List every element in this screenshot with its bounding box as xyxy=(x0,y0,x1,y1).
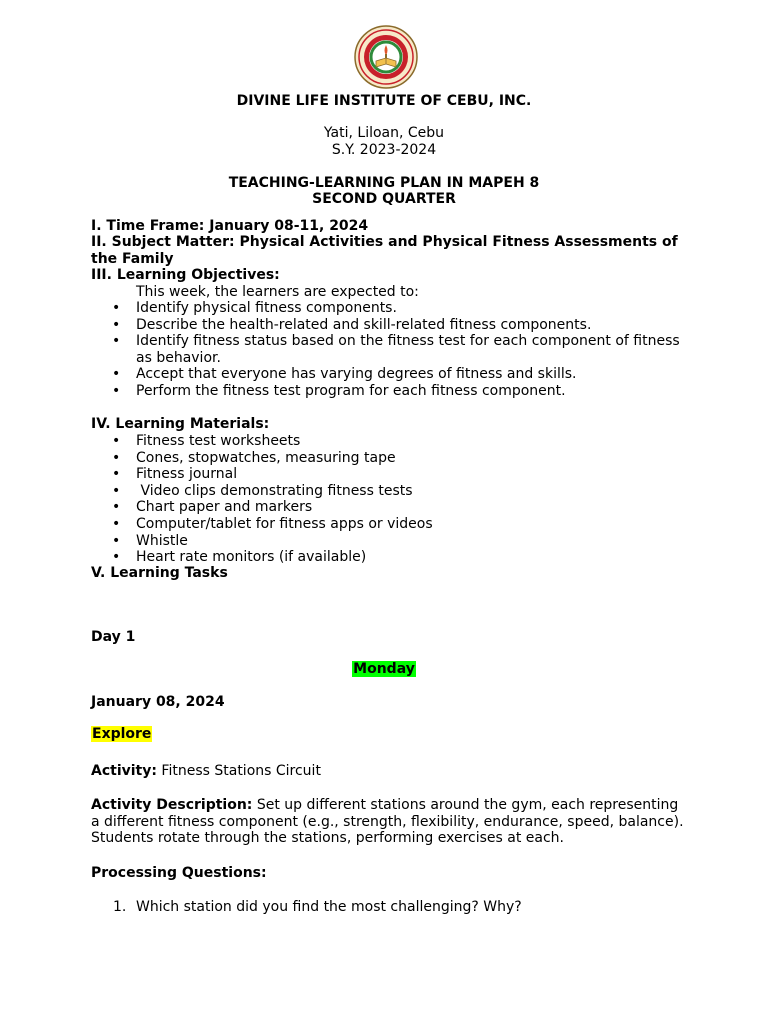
description-value: Set up different stations around the gym, each representing a different fitness component (e.g., strength, flexibility, endurance, speed, balance). Students rotate through the stations, performing exercises at each. xyxy=(91,797,684,846)
description-label: Activity Description: xyxy=(91,797,253,813)
time-frame: I. Time Frame: January 08-11, 2024 xyxy=(91,218,369,234)
school-year: S.Y. 2023-2024 xyxy=(331,142,437,158)
activity-line xyxy=(91,763,321,780)
list-item: • Fitness journal xyxy=(112,466,682,483)
list-item: • Computer/tablet for fitness apps or videos xyxy=(112,516,682,533)
school-name: DIVINE LIFE INSTITUTE OF CEBU, INC. xyxy=(236,93,532,109)
weekday-highlight: Monday xyxy=(353,661,415,677)
subject-matter-continued: the Family xyxy=(91,251,174,267)
objectives-heading: III. Learning Objectives: xyxy=(91,267,280,283)
list-item: • Cones, stopwatches, measuring tape xyxy=(112,450,682,467)
objectives-list xyxy=(112,300,682,400)
activity-description xyxy=(91,797,691,847)
weekday-label xyxy=(0,661,768,678)
school-seal-icon xyxy=(354,25,418,89)
list-item: • Accept that everyone has varying degrees of fitness and skills. xyxy=(112,366,682,383)
phase-label xyxy=(91,726,152,743)
materials-list xyxy=(112,433,682,566)
list-item xyxy=(113,899,522,916)
question-number: 1. xyxy=(113,899,127,915)
tasks-heading: V. Learning Tasks xyxy=(91,565,228,581)
activity-value: Fitness Stations Circuit xyxy=(161,763,321,779)
day-label: Day 1 xyxy=(91,629,136,645)
objectives-intro: This week, the learners are expected to: xyxy=(136,284,419,300)
school-address: Yati, Liloan, Cebu xyxy=(323,125,445,141)
question-text: Which station did you find the most challenging? Why? xyxy=(136,899,522,915)
subject-matter: II. Subject Matter: Physical Activities and Physical Fitness Assessments of xyxy=(91,234,678,250)
list-item: • Chart paper and markers xyxy=(112,499,682,516)
processing-heading: Processing Questions: xyxy=(91,865,267,881)
list-item: • Identify fitness status based on the fitness test for each component of fitness as behavior. xyxy=(112,333,682,366)
plan-title: TEACHING-LEARNING PLAN IN MAPEH 8 xyxy=(228,175,540,191)
list-item: • Fitness test worksheets xyxy=(112,433,682,450)
materials-heading: IV. Learning Materials: xyxy=(91,416,270,432)
list-item: • Heart rate monitors (if available) xyxy=(112,549,682,566)
date-label: January 08, 2024 xyxy=(91,694,225,710)
list-item: • Describe the health-related and skill-related fitness components. xyxy=(112,317,682,334)
list-item: • Video clips demonstrating fitness tests xyxy=(112,483,682,500)
list-item: • Perform the fitness test program for each fitness component. xyxy=(112,383,682,400)
phase-highlight: Explore xyxy=(92,726,152,742)
list-item: • Whistle xyxy=(112,533,682,550)
list-item: • Identify physical fitness components. xyxy=(112,300,682,317)
quarter-label: SECOND QUARTER xyxy=(312,191,456,207)
activity-label: Activity: xyxy=(91,763,157,779)
